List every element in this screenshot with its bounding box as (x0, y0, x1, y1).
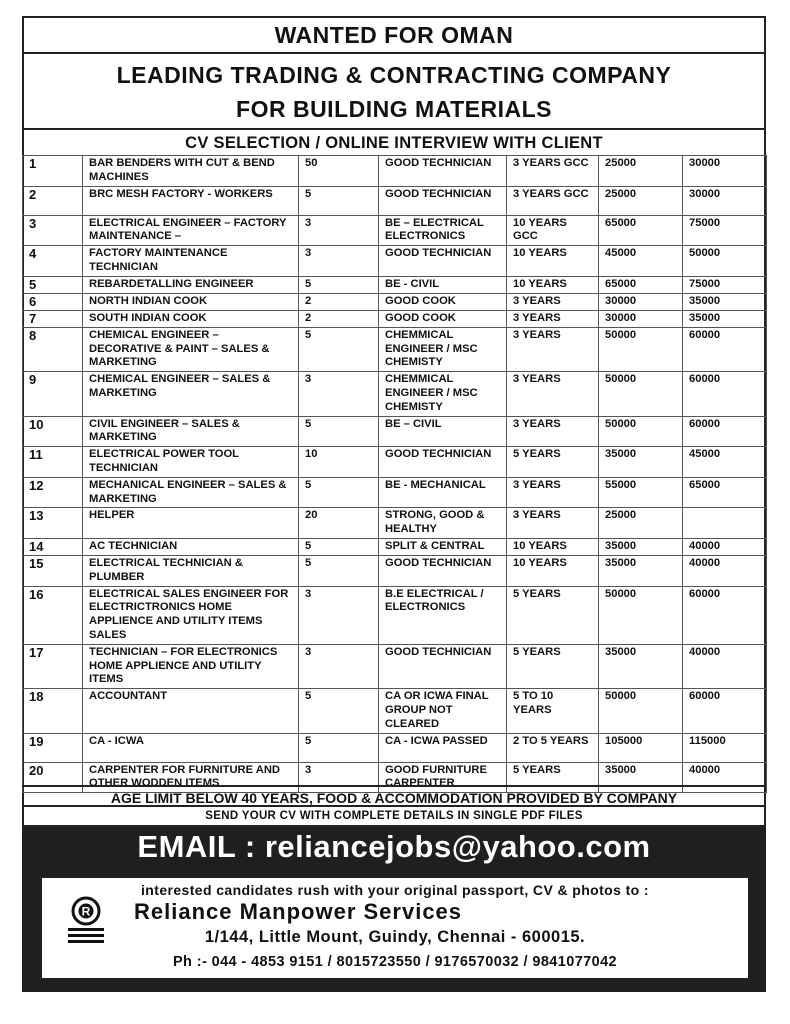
job-quantity: 5 (299, 416, 379, 447)
job-position: ELECTRICAL ENGINEER – FACTORY MAINTENANCE – (83, 215, 299, 246)
job-qualification: BE – ELECTRICAL ELECTRONICS (379, 215, 507, 246)
job-quantity: 3 (299, 246, 379, 277)
company-description (22, 54, 766, 130)
table-row (23, 276, 767, 293)
job-salary-max: 60000 (683, 586, 767, 644)
job-quantity: 5 (299, 555, 379, 586)
job-salary-max: 30000 (683, 186, 767, 215)
job-experience: 5 TO 10 YEARS (507, 689, 599, 733)
job-position: CIVIL ENGINEER – SALES & MARKETING (83, 416, 299, 447)
job-number: 16 (23, 586, 83, 644)
table-row (23, 477, 767, 508)
job-qualification: GOOD TECHNICIAN (379, 447, 507, 478)
job-position: REBARDETALLING ENGINEER (83, 276, 299, 293)
job-salary-max: 45000 (683, 447, 767, 478)
send-cv-note: SEND YOUR CV WITH COMPLETE DETAILS IN SINGLE PDF FILES (22, 807, 766, 827)
job-salary-max: 75000 (683, 215, 767, 246)
table-row (23, 310, 767, 327)
job-salary-min: 65000 (599, 215, 683, 246)
job-number: 19 (23, 733, 83, 762)
job-qualification: GOOD COOK (379, 310, 507, 327)
job-position: ELECTRICAL POWER TOOL TECHNICIAN (83, 447, 299, 478)
table-row (23, 644, 767, 688)
job-qualification: GOOD TECHNICIAN (379, 246, 507, 277)
contact-email[interactable]: EMAIL : reliancejobs@yahoo.com (137, 829, 651, 864)
job-quantity: 5 (299, 276, 379, 293)
table-row (23, 555, 767, 586)
job-number: 7 (23, 310, 83, 327)
job-qualification: CA - ICWA PASSED (379, 733, 507, 762)
job-experience: 5 YEARS (507, 762, 599, 793)
age-limit-note: AGE LIMIT BELOW 40 YEARS, FOOD & ACCOMMODATION PROVIDED BY COMPANY (22, 785, 766, 807)
job-number: 6 (23, 293, 83, 310)
job-salary-max: 60000 (683, 416, 767, 447)
logo-letter: R (81, 904, 91, 919)
job-qualification: STRONG, GOOD & HEALTHY (379, 508, 507, 539)
job-position: TECHNICIAN – FOR ELECTRONICS HOME APPLIENCE AND UTILITY ITEMS (83, 644, 299, 688)
job-position: ELECTRICAL SALES ENGINEER FOR ELECTRICTRONICS HOME APPLIENCE AND UTILITY ITEMS SALES (83, 586, 299, 644)
job-quantity: 3 (299, 762, 379, 793)
job-position: NORTH INDIAN COOK (83, 293, 299, 310)
job-salary-min: 50000 (599, 372, 683, 416)
job-position: HELPER (83, 508, 299, 539)
job-position: FACTORY MAINTENANCE TECHNICIAN (83, 246, 299, 277)
selection-subtitle: CV SELECTION / ONLINE INTERVIEW WITH CLIENT (185, 134, 603, 152)
table-row (23, 447, 767, 478)
job-salary-min: 30000 (599, 293, 683, 310)
job-experience: 10 YEARS (507, 555, 599, 586)
job-salary-min: 35000 (599, 644, 683, 688)
job-quantity: 5 (299, 327, 379, 371)
table-row (23, 538, 767, 555)
job-salary-max (683, 508, 767, 539)
job-quantity: 3 (299, 372, 379, 416)
job-number: 13 (23, 508, 83, 539)
job-salary-min: 50000 (599, 586, 683, 644)
job-number: 9 (23, 372, 83, 416)
job-number: 4 (23, 246, 83, 277)
job-experience: 2 TO 5 YEARS (507, 733, 599, 762)
company-line-1: LEADING TRADING & CONTRACTING COMPANY (116, 62, 672, 88)
table-row (23, 215, 767, 246)
job-experience: 5 YEARS (507, 447, 599, 478)
job-qualification: BE - MECHANICAL (379, 477, 507, 508)
job-qualification: GOOD TECHNICIAN (379, 156, 507, 187)
job-quantity: 20 (299, 508, 379, 539)
job-experience: 10 YEARS (507, 276, 599, 293)
job-experience: 3 YEARS GCC (507, 186, 599, 215)
job-qualification: CHEMMICAL ENGINEER / MSC CHEMISTY (379, 327, 507, 371)
job-number: 8 (23, 327, 83, 371)
table-row (23, 586, 767, 644)
job-position: BAR BENDERS WITH CUT & BEND MACHINES (83, 156, 299, 187)
table-row (23, 733, 767, 762)
job-experience: 10 YEARS (507, 538, 599, 555)
job-qualification: CHEMMICAL ENGINEER / MSC CHEMISTY (379, 372, 507, 416)
job-position: CHEMICAL ENGINEER – SALES & MARKETING (83, 372, 299, 416)
job-number: 17 (23, 644, 83, 688)
job-quantity: 3 (299, 586, 379, 644)
table-row (23, 416, 767, 447)
job-experience: 3 YEARS (507, 416, 599, 447)
job-qualification: SPLIT & CENTRAL (379, 538, 507, 555)
job-quantity: 5 (299, 538, 379, 555)
job-number: 5 (23, 276, 83, 293)
job-salary-min: 30000 (599, 310, 683, 327)
job-number: 1 (23, 156, 83, 187)
jobs-table (22, 155, 767, 793)
job-experience: 3 YEARS (507, 508, 599, 539)
job-experience: 10 YEARS GCC (507, 215, 599, 246)
job-salary-max: 60000 (683, 689, 767, 733)
job-salary-min: 55000 (599, 477, 683, 508)
job-number: 2 (23, 186, 83, 215)
job-salary-min: 25000 (599, 156, 683, 187)
job-quantity: 50 (299, 156, 379, 187)
agency-tagline: interested candidates rush with your original passport, CV & photos to : (141, 882, 649, 898)
job-quantity: 10 (299, 447, 379, 478)
job-salary-min: 25000 (599, 508, 683, 539)
table-row (23, 372, 767, 416)
job-salary-max: 40000 (683, 555, 767, 586)
job-quantity: 2 (299, 310, 379, 327)
job-number: 18 (23, 689, 83, 733)
job-experience: 3 YEARS (507, 327, 599, 371)
job-salary-max: 115000 (683, 733, 767, 762)
job-salary-min: 35000 (599, 447, 683, 478)
job-number: 3 (23, 215, 83, 246)
job-experience: 5 YEARS (507, 586, 599, 644)
job-salary-max: 60000 (683, 327, 767, 371)
job-quantity: 5 (299, 186, 379, 215)
job-number: 10 (23, 416, 83, 447)
job-position: CHEMICAL ENGINEER – DECORATIVE & PAINT – SALES & MARKETING (83, 327, 299, 371)
job-salary-max: 35000 (683, 310, 767, 327)
job-salary-min: 50000 (599, 416, 683, 447)
table-row (23, 689, 767, 733)
job-salary-max: 75000 (683, 276, 767, 293)
job-position: MECHANICAL ENGINEER – SALES & MARKETING (83, 477, 299, 508)
job-salary-max: 35000 (683, 293, 767, 310)
job-number: 11 (23, 447, 83, 478)
job-qualification: CA OR ICWA FINAL GROUP NOT CLEARED (379, 689, 507, 733)
job-experience: 5 YEARS (507, 644, 599, 688)
job-quantity: 2 (299, 293, 379, 310)
company-line-2: FOR BUILDING MATERIALS (236, 96, 552, 122)
job-experience: 3 YEARS (507, 293, 599, 310)
job-qualification: GOOD TECHNICIAN (379, 555, 507, 586)
job-quantity: 5 (299, 689, 379, 733)
job-quantity: 5 (299, 477, 379, 508)
job-experience: 10 YEARS (507, 246, 599, 277)
job-salary-max: 30000 (683, 156, 767, 187)
agency-name: Reliance Manpower Services (134, 899, 463, 924)
job-qualification: GOOD TECHNICIAN (379, 186, 507, 215)
job-experience: 3 YEARS (507, 372, 599, 416)
job-position: ELECTRICAL TECHNICIAN & PLUMBER (83, 555, 299, 586)
table-row (23, 186, 767, 215)
job-number: 20 (23, 762, 83, 793)
table-row (23, 156, 767, 187)
job-qualification: B.E ELECTRICAL / ELECTRONICS (379, 586, 507, 644)
agency-address: 1/144, Little Mount, Guindy, Chennai - 600015. (204, 928, 586, 946)
job-salary-max: 40000 (683, 538, 767, 555)
table-row (23, 508, 767, 539)
job-salary-min: 35000 (599, 555, 683, 586)
job-salary-min: 35000 (599, 762, 683, 793)
jobs-table-body (23, 156, 767, 793)
job-salary-max: 50000 (683, 246, 767, 277)
job-salary-min: 50000 (599, 327, 683, 371)
job-salary-max: 65000 (683, 477, 767, 508)
agency-card (40, 876, 750, 980)
job-quantity: 5 (299, 733, 379, 762)
job-salary-min: 25000 (599, 186, 683, 215)
page-title: WANTED FOR OMAN (22, 16, 766, 54)
job-position: BRC MESH FACTORY - WORKERS (83, 186, 299, 215)
job-experience: 3 YEARS (507, 477, 599, 508)
job-qualification: GOOD TECHNICIAN (379, 644, 507, 688)
table-row (23, 293, 767, 310)
job-experience: 3 YEARS (507, 310, 599, 327)
job-qualification: BE - CIVIL (379, 276, 507, 293)
job-salary-max: 40000 (683, 762, 767, 793)
job-quantity: 3 (299, 644, 379, 688)
job-salary-max: 40000 (683, 644, 767, 688)
job-qualification: GOOD FURNITURE CARPENTER (379, 762, 507, 793)
job-number: 14 (23, 538, 83, 555)
table-row (23, 327, 767, 371)
job-salary-min: 50000 (599, 689, 683, 733)
job-salary-min: 35000 (599, 538, 683, 555)
job-experience: 3 YEARS GCC (507, 156, 599, 187)
job-salary-min: 105000 (599, 733, 683, 762)
job-salary-min: 45000 (599, 246, 683, 277)
job-number: 15 (23, 555, 83, 586)
job-position: CA - ICWA (83, 733, 299, 762)
job-position: AC TECHNICIAN (83, 538, 299, 555)
job-position: CARPENTER FOR FURNITURE AND OTHER WODDEN ITEMS (83, 762, 299, 793)
job-qualification: BE – CIVIL (379, 416, 507, 447)
job-number: 12 (23, 477, 83, 508)
job-salary-min: 65000 (599, 276, 683, 293)
agency-phone: Ph :- 044 - 4853 9151 / 8015723550 / 9176570032 / 9841077042 (172, 954, 618, 970)
job-position: SOUTH INDIAN COOK (83, 310, 299, 327)
job-position: ACCOUNTANT (83, 689, 299, 733)
table-row (23, 246, 767, 277)
job-quantity: 3 (299, 215, 379, 246)
job-qualification: GOOD COOK (379, 293, 507, 310)
job-salary-max: 60000 (683, 372, 767, 416)
